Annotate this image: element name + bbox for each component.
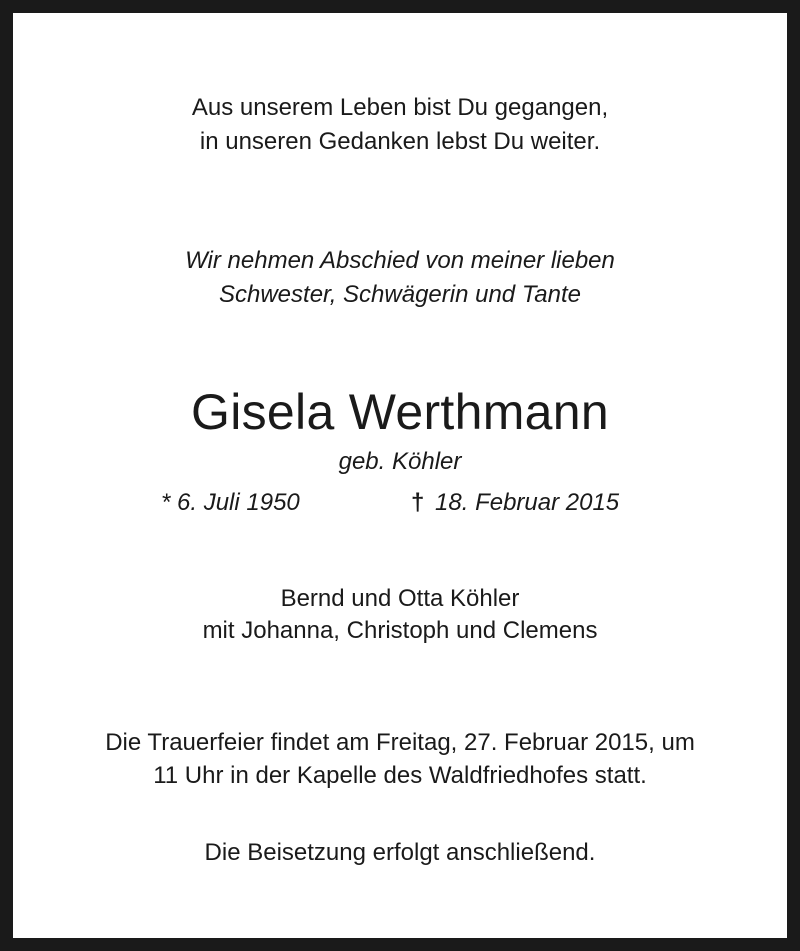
farewell-line-2: Schwester, Schwägerin und Tante	[218, 281, 581, 308]
deceased-name: Gisela Werthmann	[191, 384, 609, 440]
burial-line: Die Beisetzung erfolgt anschließend.	[204, 839, 596, 866]
life-dates	[13, 487, 787, 519]
death-date: 18. Februar 2015	[435, 489, 620, 516]
mourners-line-1: Bernd und Otta Köhler	[280, 585, 520, 612]
birth-date: 6. Juli 1950	[177, 489, 300, 516]
mourners-line-2: mit Johanna, Christoph und Clemens	[202, 617, 598, 644]
birth-date-group	[161, 487, 300, 519]
motto-line-1: Aus unserem Leben bist Du gegangen,	[191, 94, 609, 121]
motto-line-2: in unseren Gedanken lebst Du weiter.	[199, 128, 601, 155]
farewell-line-1: Wir nehmen Abschied von meiner lieben	[185, 247, 615, 274]
service-line-2: 11 Uhr in der Kapelle des Waldfriedhofes statt.	[153, 762, 647, 789]
birth-symbol: *	[161, 489, 171, 516]
death-date-group	[411, 487, 619, 519]
cross-icon: †	[411, 489, 425, 516]
maiden-name: geb. Köhler	[338, 448, 462, 475]
service-line-1: Die Trauerfeier findet am Freitag, 27. Februar 2015, um	[105, 729, 695, 756]
